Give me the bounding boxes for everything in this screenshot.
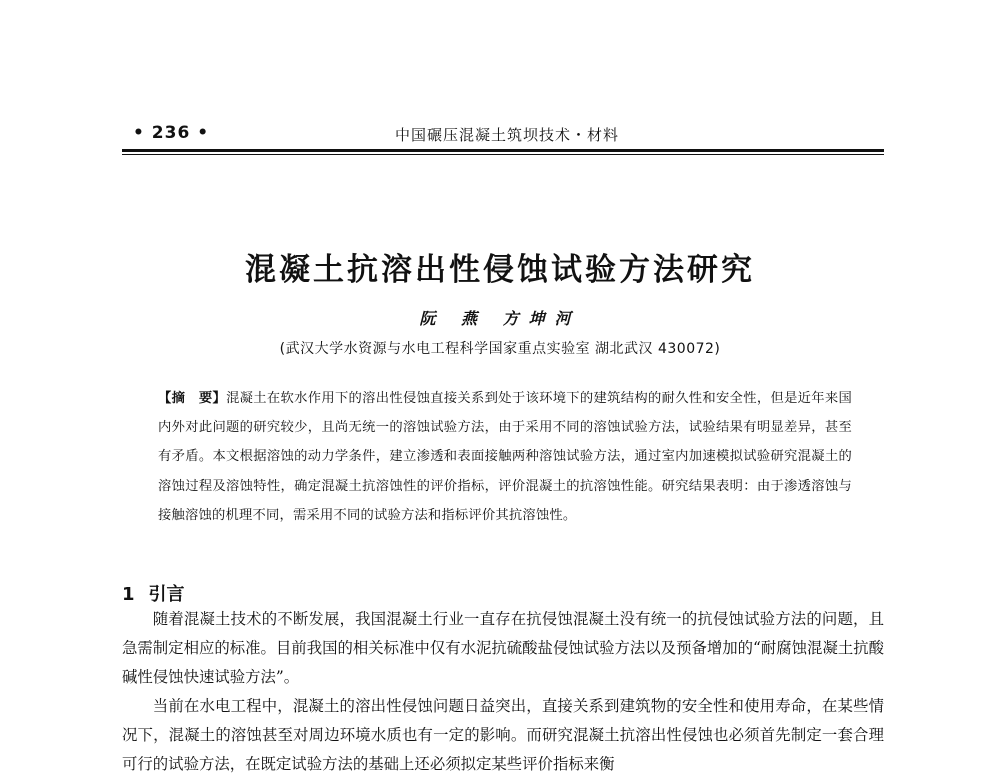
authors: 阮 燕 方坤河: [419, 309, 581, 328]
affiliation: (武汉大学水资源与水电工程科学国家重点实验室 湖北武汉 430072): [279, 341, 721, 357]
abstract-text: 混凝土在软水作用下的溶出性侵蚀直接关系到处于该环境下的建筑结构的耐久性和安全性，但是近年来国内外对此问题的研究较少，且尚无统一的溶蚀试验方法，由于采用不同的溶蚀试验方法，试验结果有明显差异，甚至有矛盾。本文根据溶蚀的动力学条件，建立渗透和表面接触两种溶蚀试验方法，通过室内加速模拟试验研究混凝土的溶蚀过程及溶蚀特性，确定混凝土抗溶蚀性的评价指标，评价混凝土的抗溶蚀性能。研究结果表明：由于渗透溶蚀与接触溶蚀的机理不同，需采用不同的试验方法和指标评价其抗溶蚀性。: [158, 391, 853, 523]
abstract: [158, 384, 852, 530]
paragraph: 当前在水电工程中，混凝土的溶出性侵蚀问题日益突出，直接关系到建筑物的安全性和使用寿命，在某些情况下，混凝土的溶蚀甚至对周边环境水质也有一定的影响。而研究混凝土抗溶出性侵蚀也必须首先制定一套合理可行的试验方法，在既定试验方法的基础上还必须拟定某些评价指标来衡: [122, 697, 884, 773]
section-number: 1: [122, 584, 135, 605]
section-heading: [122, 580, 185, 606]
header-rule-thin: [122, 154, 884, 155]
header-rule-thick: [122, 149, 884, 152]
paper-title: 混凝土抗溶出性侵蚀试验方法研究: [245, 252, 755, 288]
page-number: • 236 •: [133, 123, 210, 143]
running-header: 中国碾压混凝土筑坝技术・材料: [395, 126, 620, 144]
body-text: [122, 605, 884, 779]
section-title: 引言: [148, 584, 185, 605]
abstract-label: 【摘 要】: [158, 391, 227, 406]
paragraph: 随着混凝土技术的不断发展，我国混凝土行业一直存在抗侵蚀混凝土没有统一的抗侵蚀试验方法的问题，且急需制定相应的标准。目前我国的相关标准中仅有水泥抗硫酸盐侵蚀试验方法以及预备增加的“耐腐蚀混凝土抗酸碱性侵蚀快速试验方法”。: [122, 610, 885, 686]
